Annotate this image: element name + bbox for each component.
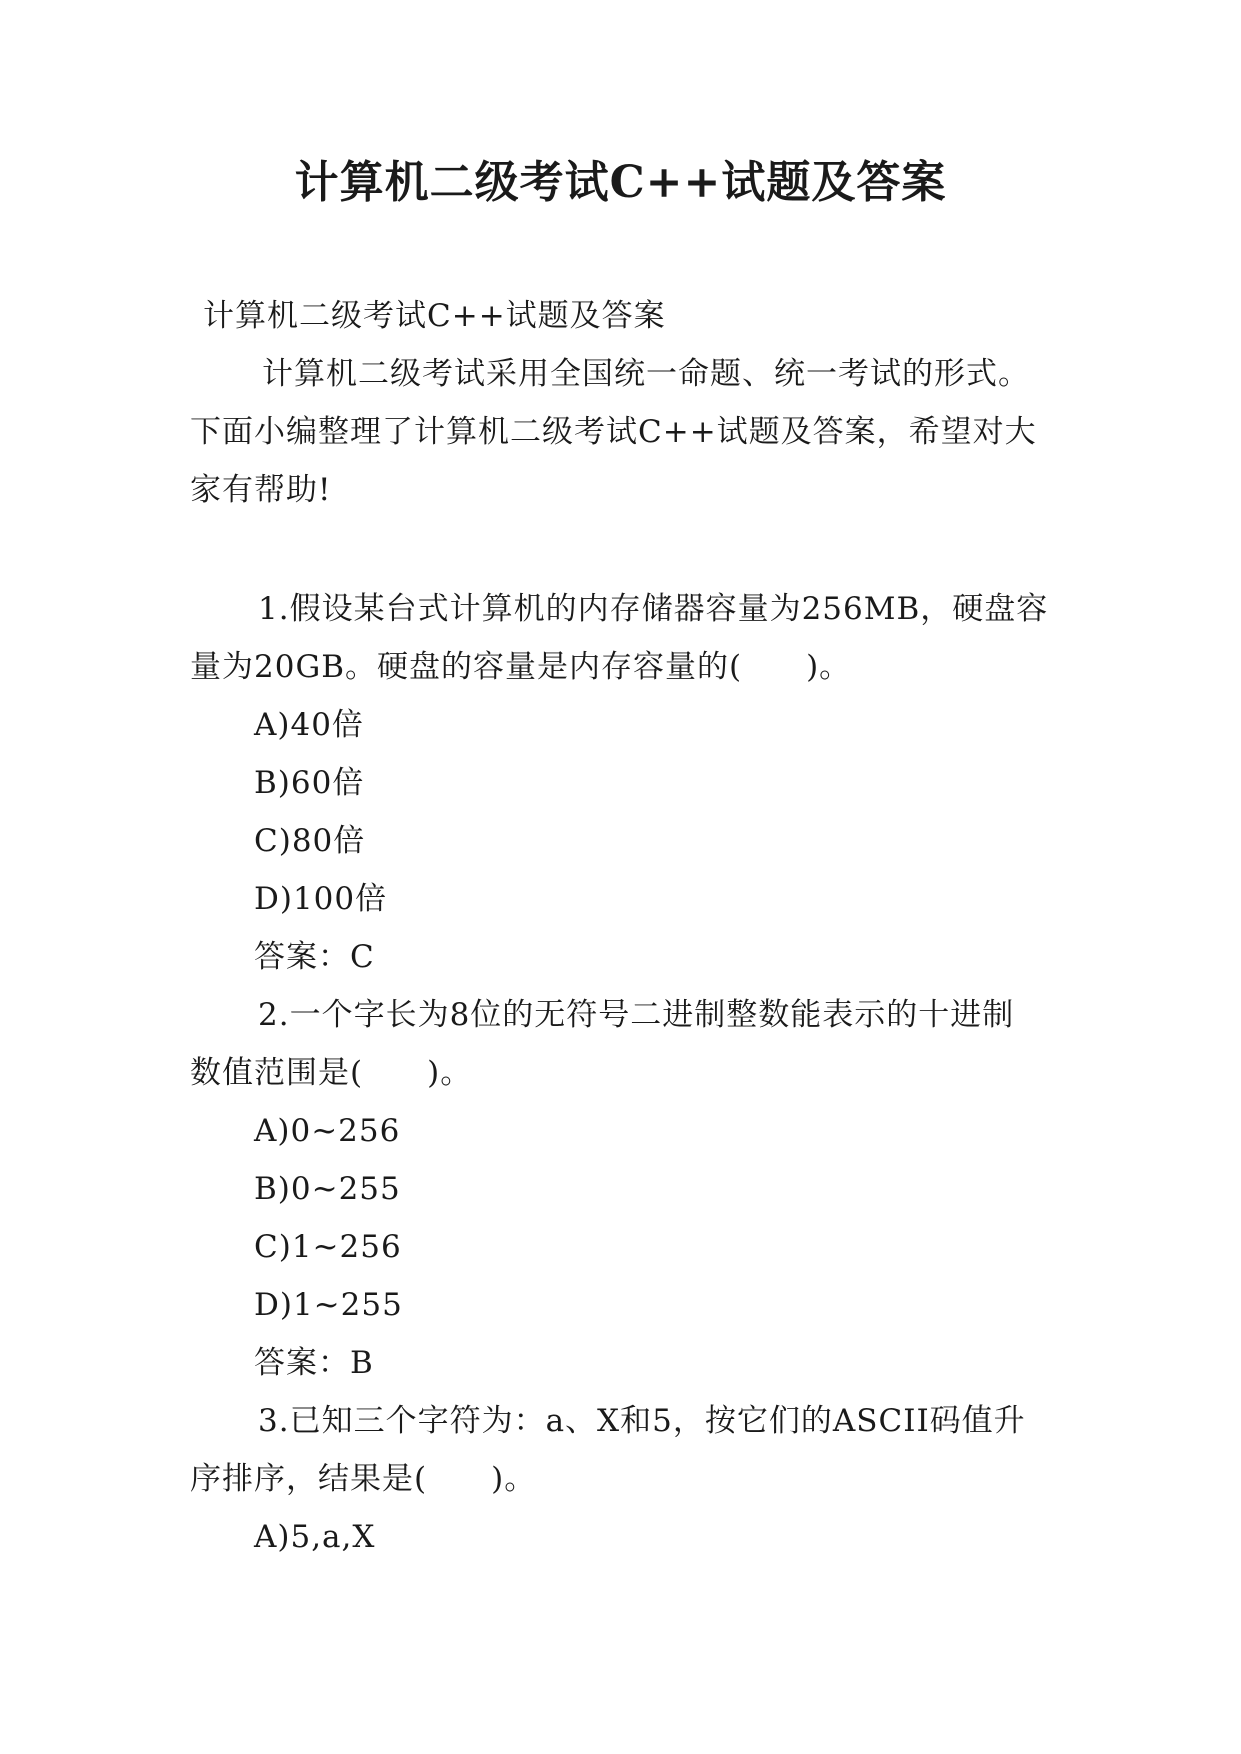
question-2-option-b: B)0~255 xyxy=(254,1171,401,1207)
page-title: 计算机二级考试C++试题及答案 xyxy=(294,157,947,208)
question-3-stem: 序排序，结果是( )。 xyxy=(190,1461,537,1497)
question-2-stem: 数值范围是( )。 xyxy=(190,1055,473,1091)
question-1-stem: 1.假设某台式计算机的内存储器容量为256MB，硬盘容 xyxy=(258,591,1049,627)
question-1-answer: 答案：C xyxy=(254,939,375,975)
question-3-option-a: A)5,a,X xyxy=(254,1519,376,1555)
question-2-option-c: C)1~256 xyxy=(254,1229,402,1265)
intro-paragraph-line: 计算机二级考试采用全国统一命题、统一考试的形式。 xyxy=(262,356,1030,392)
question-1-option-a: A)40倍 xyxy=(254,707,364,743)
intro-paragraph-line: 家有帮助! xyxy=(190,472,332,508)
question-3-stem: 3.已知三个字符为：a、X和5，按它们的ASCII码值升 xyxy=(258,1403,1026,1439)
question-1-option-b: B)60倍 xyxy=(254,765,365,801)
question-2-option-a: A)0~256 xyxy=(254,1113,401,1149)
question-1-option-d: D)100倍 xyxy=(254,881,388,917)
question-1-option-c: C)80倍 xyxy=(254,823,366,859)
question-2-answer: 答案：B xyxy=(254,1345,374,1381)
question-2-stem: 2.一个字长为8位的无符号二进制整数能表示的十进制 xyxy=(258,997,1015,1033)
intro-paragraph-line: 下面小编整理了计算机二级考试C++试题及答案，希望对大 xyxy=(190,414,1037,450)
question-2-option-d: D)1~255 xyxy=(254,1287,403,1323)
question-1-stem: 量为20GB。硬盘的容量是内存容量的( )。 xyxy=(190,649,852,685)
document-subtitle: 计算机二级考试C++试题及答案 xyxy=(203,298,666,334)
